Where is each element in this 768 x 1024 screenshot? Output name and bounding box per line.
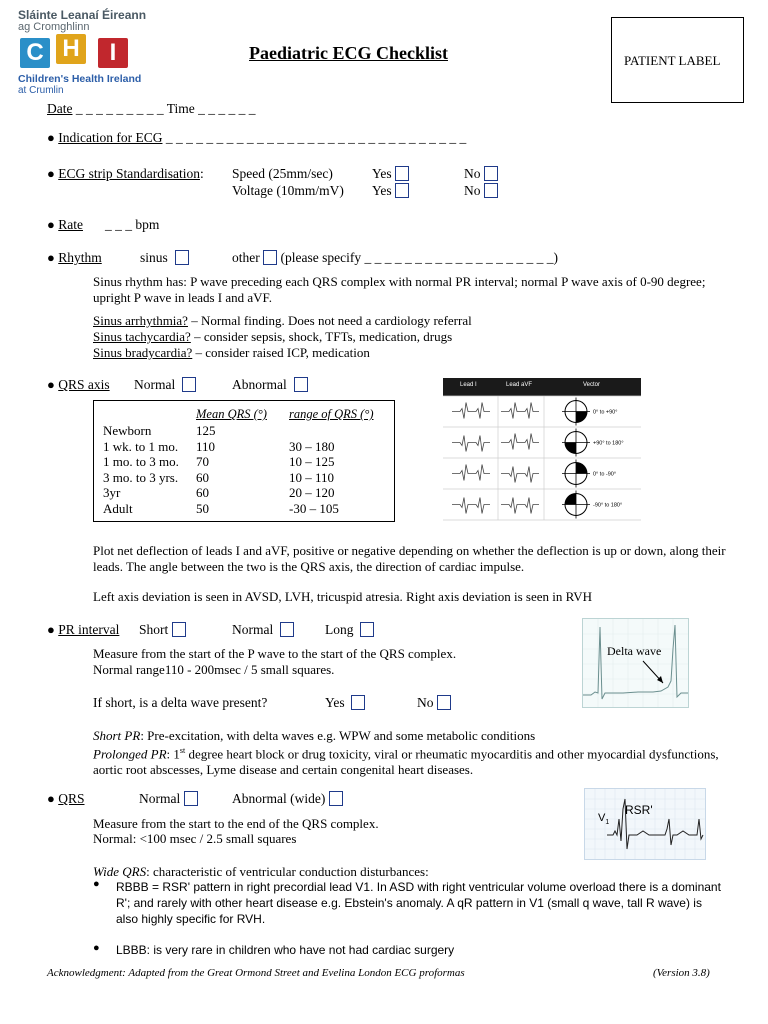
lead-avf-trace xyxy=(501,498,539,514)
pr-long-checkbox[interactable] xyxy=(360,622,374,637)
pr-short-checkbox[interactable] xyxy=(172,622,186,637)
delta-yes-checkbox[interactable] xyxy=(351,695,365,710)
prolonged-pr-sup: st xyxy=(179,746,186,755)
pr-normal-range: Normal range110 - 200msec / 5 small squares. xyxy=(93,662,335,677)
footer-acknowledgment: Acknowledgment: Adapted from the Great Ormond Street and Evelina London ECG proformas xyxy=(47,967,465,979)
logo-irish-line1: Sláinte Leanaí Éireann xyxy=(18,8,147,22)
voltage-no-option xyxy=(464,183,498,199)
qrs-abnormal-option xyxy=(232,791,343,807)
standardisation-label: ECG strip Standardisation xyxy=(58,166,200,181)
bullet-icon: ● xyxy=(47,250,55,265)
rbbb-bullet-icon: ● xyxy=(93,878,100,890)
delta-wave-label: Delta wave xyxy=(607,644,662,658)
pr-normal-option xyxy=(232,622,294,638)
qrs-normal-range: Normal: <100 msec / 2.5 small squares xyxy=(93,831,297,846)
speed-yes-checkbox[interactable] xyxy=(395,166,409,181)
note-sinus-tachycardia xyxy=(93,329,472,345)
short-pr-term: Short PR xyxy=(93,728,141,743)
rhythm-sinus-option xyxy=(140,250,189,266)
rhythm-other-label: other xyxy=(232,250,260,265)
axis-row-age: Newborn xyxy=(103,423,152,438)
lead-i-trace xyxy=(452,403,490,419)
pr-long-option xyxy=(325,622,374,638)
axis-head-leadavf: Lead aVF xyxy=(506,382,533,388)
note-sinus-arrhythmia xyxy=(93,313,472,329)
qrs-abnormal-checkbox[interactable] xyxy=(329,791,343,806)
lbbb-bullet-icon: ● xyxy=(93,942,100,954)
date-field[interactable]: _ _ _ _ _ _ _ _ _ xyxy=(72,101,164,116)
rhythm-specify-field[interactable]: (please specify _ _ _ _ _ _ _ _ _ _ _ _ _ _ _ _ _ _ _) xyxy=(280,250,558,265)
logo-letter-h: H xyxy=(56,34,86,64)
v1-label-sub: 1 xyxy=(605,819,610,827)
patient-label-box[interactable] xyxy=(611,17,744,103)
logo-english-line1: Children's Health Ireland xyxy=(18,73,142,85)
axis-row-mean: 60 xyxy=(196,469,209,485)
bullet-icon: ● xyxy=(47,217,55,232)
lead-i-trace xyxy=(452,498,490,514)
axis-row-mean: 70 xyxy=(196,454,209,469)
rhythm-other-checkbox[interactable] xyxy=(263,250,277,265)
patient-label-text: PATIENT LABEL xyxy=(624,53,721,68)
vector-range-label: -90° to 180° xyxy=(593,502,623,509)
prolonged-pr-term: Prolonged PR xyxy=(93,746,167,762)
rhythm-other-option xyxy=(232,250,558,266)
axis-row-age: 3 mo. to 3 yrs. xyxy=(103,469,179,485)
page-title: Paediatric ECG Checklist xyxy=(249,43,448,63)
axis-row-age: 1 wk. to 1 mo. xyxy=(103,438,179,454)
axis-plot-description: Plot net deflection of leads I and aVF, positive or negative depending on whether the deflection is up or down, along their leads. The angle between the two is the QRS axis, the direction of cardiac impulse. xyxy=(93,543,726,574)
qrs-label: QRS xyxy=(58,791,85,806)
delta-question: If short, is a delta wave present? xyxy=(93,695,268,710)
note-term: Sinus bradycardia? xyxy=(93,345,193,360)
bullet-icon: ● xyxy=(47,622,55,637)
delta-no-option xyxy=(417,695,451,711)
short-pr-note xyxy=(93,728,535,744)
note-text: – Normal finding. Does not need a cardiology referral xyxy=(187,313,472,328)
short-pr-text: : Pre-excitation, with delta waves e.g. WPW and some metabolic conditions xyxy=(140,728,536,743)
pr-interval-line xyxy=(47,622,119,638)
indication-line xyxy=(47,130,466,146)
vector-quadrant xyxy=(565,443,576,454)
speed-label: Speed (25mm/sec) xyxy=(232,166,333,181)
v1-label xyxy=(598,812,609,826)
bullet-icon: ● xyxy=(47,377,55,392)
qrs-normal-checkbox[interactable] xyxy=(184,791,198,806)
vector-quadrant xyxy=(576,463,587,474)
axis-row-range: 30 – 180 xyxy=(289,438,335,454)
rate-field[interactable]: _ _ _ bpm xyxy=(105,217,160,232)
note-sinus-bradycardia xyxy=(93,345,472,361)
rsr-pattern-image xyxy=(584,788,706,860)
voltage-no-label: No xyxy=(464,183,481,198)
bullet-icon: ● xyxy=(47,166,55,181)
axis-row-range: 20 – 120 xyxy=(289,485,335,500)
pr-normal-label: Normal xyxy=(232,622,274,637)
lead-avf-trace xyxy=(501,467,539,483)
delta-no-checkbox[interactable] xyxy=(437,695,451,710)
qrs-axis-abnormal-label: Abnormal xyxy=(232,377,287,392)
voltage-yes-option xyxy=(372,183,409,199)
qrs-normal-option xyxy=(139,791,198,807)
lbbb-bullet: LBBB: is very rare in children who have not had cardiac surgery xyxy=(116,943,455,957)
rhythm-sinus-checkbox[interactable] xyxy=(175,250,189,265)
qrs-line xyxy=(47,791,85,807)
qrs-axis-abnormal-checkbox[interactable] xyxy=(294,377,308,392)
pr-normal-checkbox[interactable] xyxy=(280,622,294,637)
voltage-yes-label: Yes xyxy=(372,183,392,198)
pr-short-option xyxy=(139,622,186,638)
vector-quadrant xyxy=(576,412,587,423)
voltage-label: Voltage (10mm/mV) xyxy=(232,183,344,198)
axis-head-lead1: Lead I xyxy=(460,382,477,388)
speed-no-label: No xyxy=(464,166,481,181)
qrs-axis-abnormal-option xyxy=(232,377,308,393)
bullet-icon: ● xyxy=(47,791,55,806)
time-field[interactable]: _ _ _ _ _ _ xyxy=(194,101,256,116)
axis-vector-image xyxy=(443,378,641,522)
sinus-rhythm-description: Sinus rhythm has: P wave preceding each QRS complex with normal PR interval; normal P wave axis of 0-90 degree; upright P wave in leads I and aVF. xyxy=(93,274,706,305)
indication-field[interactable]: _ _ _ _ _ _ _ _ _ _ _ _ _ _ _ _ _ _ _ _ _ _ _ _ _ _ _ _ _ _ xyxy=(162,130,467,145)
qrs-axis-normal-option xyxy=(134,377,196,393)
wide-qrs-note xyxy=(93,864,429,880)
lead-avf-trace xyxy=(501,434,539,450)
axis-row-mean: 60 xyxy=(196,485,209,500)
axis-row-age: 3yr xyxy=(103,485,121,500)
pr-measure-desc: Measure from the start of the P wave to the start of the QRS complex. xyxy=(93,646,457,661)
pr-interval-label: PR interval xyxy=(58,622,120,637)
note-text: – consider raised ICP, medication xyxy=(192,345,370,360)
prolonged-pr-text: : 1 xyxy=(166,746,180,762)
voltage-no-checkbox[interactable] xyxy=(484,183,498,198)
qrs-normal-label: Normal xyxy=(139,791,181,806)
standardisation-line: ● ECG strip Standardisation: xyxy=(47,166,204,181)
axis-row-range: 10 – 110 xyxy=(289,469,335,485)
axis-row-range: -30 – 105 xyxy=(289,500,339,516)
lead-i-trace xyxy=(452,436,490,452)
pr-short-label: Short xyxy=(139,622,169,637)
qrs-axis-label: QRS axis xyxy=(58,377,110,392)
qrs-axis-line xyxy=(47,377,110,393)
time-label: Time xyxy=(166,101,195,116)
wide-qrs-text: : characteristic of ventricular conduction disturbances: xyxy=(146,864,429,879)
voltage-yes-checkbox[interactable] xyxy=(395,183,409,198)
axis-row-mean: 125 xyxy=(196,423,216,438)
delta-yes-option xyxy=(325,695,365,711)
axis-image-svg xyxy=(443,378,641,522)
delta-wave-image xyxy=(582,618,689,708)
axis-head-vector: Vector xyxy=(583,382,601,388)
lead-avf-trace xyxy=(501,403,539,419)
rsr-label: RSR' xyxy=(625,803,653,817)
pr-long-label: Long xyxy=(325,622,354,637)
axis-deviation-note: Left axis deviation is seen in AVSD, LVH, tricuspid atresia. Right axis deviation is seen in RVH xyxy=(93,589,593,604)
speed-yes-label: Yes xyxy=(372,166,392,181)
v1-label-text: V xyxy=(598,812,606,824)
lead-i-trace xyxy=(452,465,490,481)
rbbb-bullet: RBBB = RSR' pattern in right precordial lead V1. In ASD with right ventricular volume overload there is a dominant R'; and rarely with other heart disease e.g. Ebstein's anomaly. A qR pattern in V1 (small q wave, tall R wave) is also highly specific for RVH. xyxy=(116,880,721,926)
date-label: Date xyxy=(47,101,73,116)
vector-quadrant xyxy=(565,494,576,505)
rhythm-line xyxy=(47,250,102,266)
vector-range-label: 0° to -90° xyxy=(593,471,617,478)
qrs-measure-desc: Measure from the start to the end of the QRS complex. xyxy=(93,816,379,831)
qrs-axis-normal-label: Normal xyxy=(134,377,176,392)
delta-yes-label: Yes xyxy=(325,695,345,710)
qrs-axis-table xyxy=(93,400,395,522)
prolonged-pr-note xyxy=(93,743,733,778)
delta-wave-svg xyxy=(583,619,688,707)
speed-yes-option xyxy=(372,166,409,182)
logo-irish-line2: ag Cromghlinn xyxy=(18,21,90,33)
col-header-mean: Mean QRS (°) xyxy=(196,407,267,421)
col-header-range: range of QRS (°) xyxy=(289,407,374,421)
logo-letter-i: I xyxy=(98,38,128,68)
footer-version: (Version 3.8) xyxy=(653,967,710,979)
qrs-axis-normal-checkbox[interactable] xyxy=(182,377,196,392)
prolonged-pr-text-2: degree heart block or drug toxicity, viral or rheumatic myocarditis and other myocardial dysfunctions, aortic root abscesses, Lyme disease and certain congenital heart diseases. xyxy=(93,746,719,778)
note-text: – consider sepsis, shock, TFTs, medication, drugs xyxy=(190,329,453,344)
logo-english-line2: at Crumlin xyxy=(18,85,64,96)
bullet-icon: ● xyxy=(47,130,55,145)
wide-qrs-term: Wide QRS xyxy=(93,864,147,879)
vector-range-label: +90° to 180° xyxy=(593,440,624,447)
axis-row-age: Adult xyxy=(103,500,133,516)
axis-row-range: 10 – 125 xyxy=(289,454,335,469)
date-time-line xyxy=(47,101,256,117)
axis-row-mean: 110 xyxy=(196,438,216,454)
speed-no-checkbox[interactable] xyxy=(484,166,498,181)
rhythm-sinus-label: sinus xyxy=(140,250,168,265)
axis-row-age: 1 mo. to 3 mo. xyxy=(103,454,179,469)
note-term: Sinus tachycardia? xyxy=(93,329,191,344)
vector-range-label: 0° to +90° xyxy=(593,409,618,416)
rhythm-label: Rhythm xyxy=(58,250,102,265)
rate-line xyxy=(47,217,83,233)
logo-letter-c: C xyxy=(20,38,50,68)
axis-row-mean: 50 xyxy=(196,500,209,516)
qrs-abnormal-label: Abnormal (wide) xyxy=(232,791,326,806)
speed-no-option xyxy=(464,166,498,182)
indication-label: Indication for ECG xyxy=(58,130,163,145)
delta-no-label: No xyxy=(417,695,434,710)
note-term: Sinus arrhythmia? xyxy=(93,313,188,328)
rhythm-notes xyxy=(93,313,472,361)
rate-label: Rate xyxy=(58,217,83,232)
